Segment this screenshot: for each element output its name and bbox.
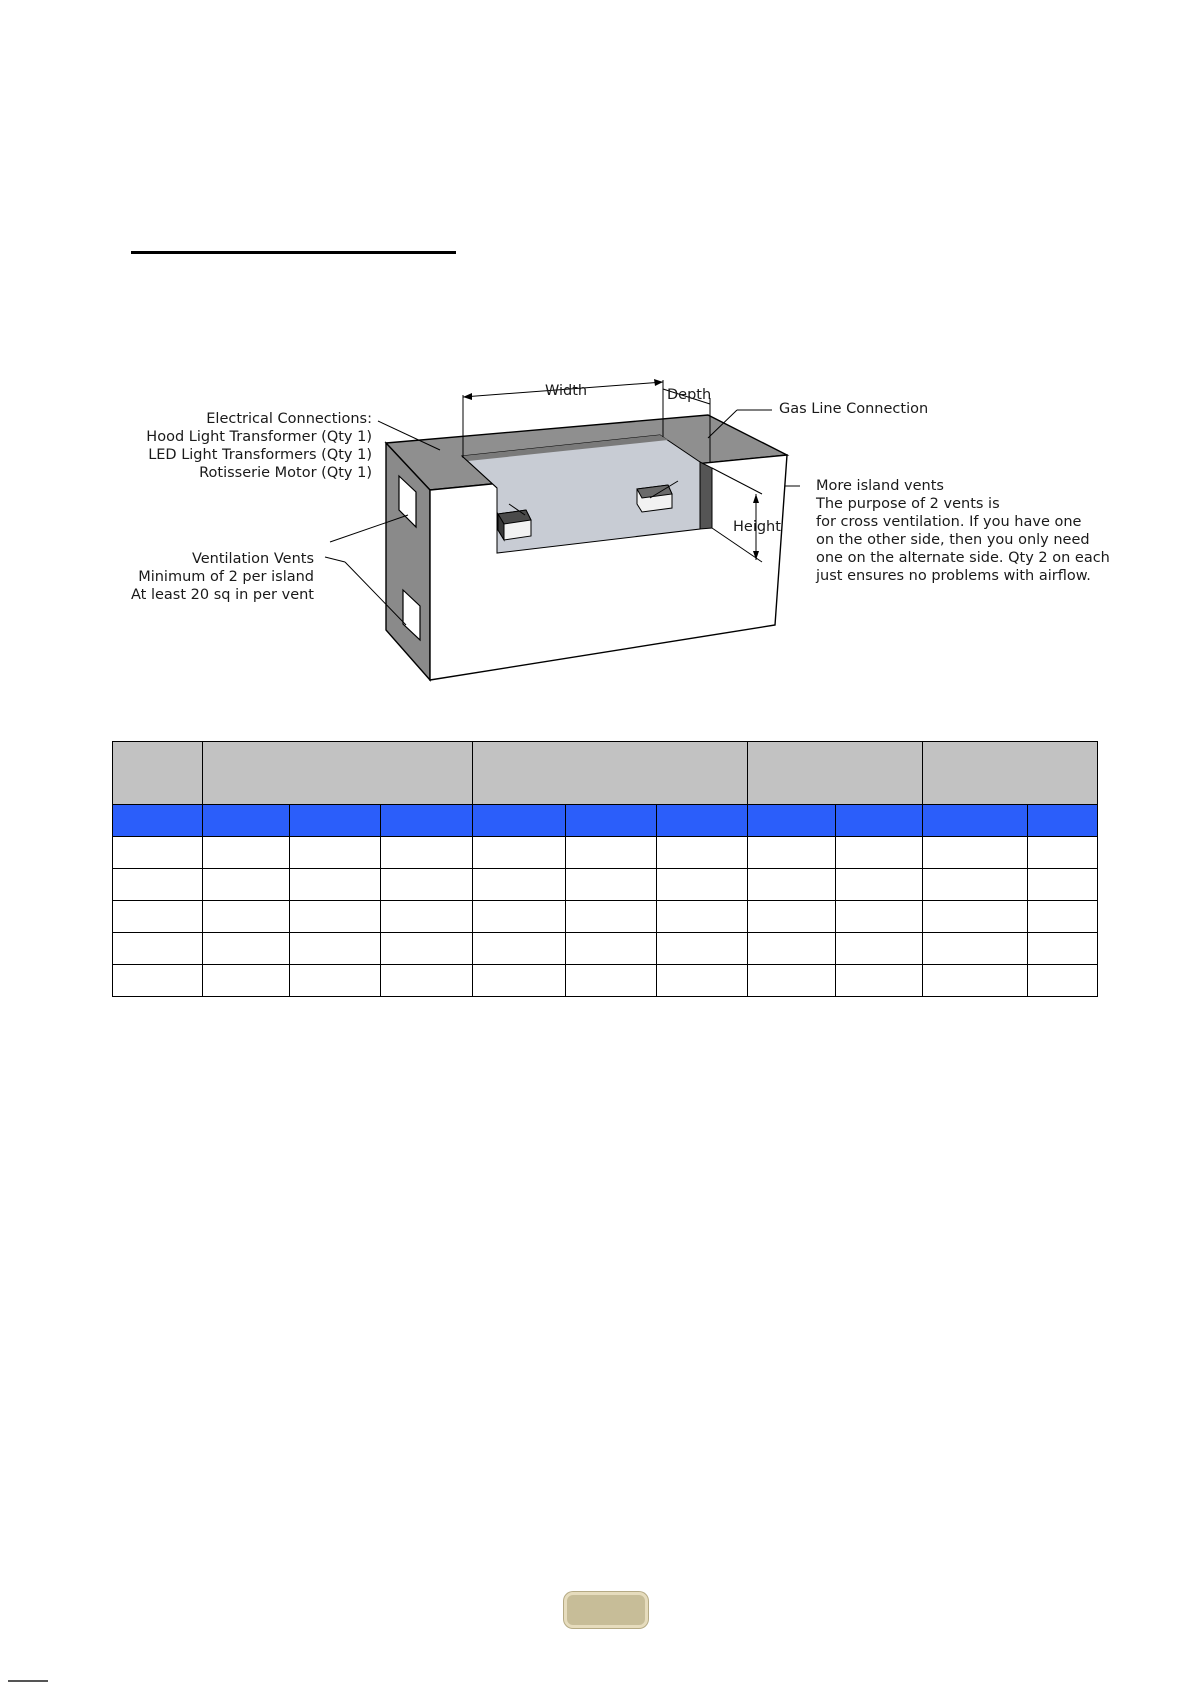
table-cell	[381, 901, 473, 933]
table-cell	[113, 837, 203, 869]
depth-label: Depth	[667, 387, 712, 403]
table-cell	[381, 965, 473, 997]
subheader-cell	[566, 805, 657, 837]
table-cell	[290, 933, 381, 965]
table-row	[113, 837, 1098, 869]
table-cell	[923, 901, 1028, 933]
table-cell	[657, 901, 748, 933]
subheader-cell	[473, 805, 566, 837]
table-cell	[657, 869, 748, 901]
table-cell	[748, 869, 836, 901]
table-cell	[748, 965, 836, 997]
table-cell	[657, 837, 748, 869]
table-cell	[836, 837, 923, 869]
table-row	[113, 869, 1098, 901]
island-vents-line-5: just ensures no problems with airflow.	[816, 568, 1091, 584]
table-cell	[923, 869, 1028, 901]
subheader-cell	[657, 805, 748, 837]
table-cell	[381, 837, 473, 869]
table-cell	[1028, 933, 1098, 965]
ventilation-size-label: At least 20 sq in per vent	[131, 587, 314, 603]
table-cell	[923, 933, 1028, 965]
subheader-cell	[203, 805, 290, 837]
table-cell	[113, 933, 203, 965]
led-light-transformers-label: LED Light Transformers (Qty 1)	[148, 447, 372, 463]
table-cell	[1028, 837, 1098, 869]
subheader-cell	[113, 805, 203, 837]
island-cutout-diagram	[0, 0, 1191, 700]
table-cell	[657, 933, 748, 965]
group-header-cell	[923, 742, 1098, 805]
hood-light-transformer-label: Hood Light Transformer (Qty 1)	[146, 429, 372, 445]
table-cell	[290, 901, 381, 933]
ventilation-min-label: Minimum of 2 per island	[138, 569, 314, 585]
table-cell	[836, 933, 923, 965]
subheader-cell	[923, 805, 1028, 837]
island-vents-line-4: one on the alternate side. Qty 2 on each	[816, 550, 1110, 566]
island-vents-title: More island vents	[816, 478, 944, 494]
table-cell	[113, 901, 203, 933]
table-cell	[113, 869, 203, 901]
table-cell	[381, 869, 473, 901]
page-number-badge	[564, 1592, 648, 1628]
table-cell	[1028, 901, 1098, 933]
table-cell	[836, 901, 923, 933]
table-cell	[290, 837, 381, 869]
subheader-cell	[748, 805, 836, 837]
table-cell	[566, 837, 657, 869]
table-cell	[1028, 869, 1098, 901]
subheader-cell	[381, 805, 473, 837]
height-label: Height	[733, 519, 781, 535]
electrical-connections-title: Electrical Connections:	[206, 411, 372, 427]
table-cell	[473, 901, 566, 933]
table-cell	[566, 869, 657, 901]
table-cell	[1028, 965, 1098, 997]
table-cell	[473, 837, 566, 869]
island-vents-line-3: on the other side, then you only need	[816, 532, 1090, 548]
spec-table	[112, 741, 1098, 997]
group-header-cell	[113, 742, 203, 805]
table-cell	[290, 965, 381, 997]
table-cell	[566, 901, 657, 933]
table-cell	[473, 933, 566, 965]
table-cell	[473, 869, 566, 901]
subheader-cell	[1028, 805, 1098, 837]
island-vents-line-2: for cross ventilation. If you have one	[816, 514, 1082, 530]
table-cell	[203, 933, 290, 965]
table-cell	[657, 965, 748, 997]
width-label: Width	[545, 383, 588, 399]
table-cell	[923, 837, 1028, 869]
table-cell	[203, 837, 290, 869]
gas-line-label: Gas Line Connection	[779, 401, 929, 417]
subheader-cell	[290, 805, 381, 837]
table-row	[113, 933, 1098, 965]
cutout-right-wall	[700, 462, 712, 529]
table-cell	[566, 965, 657, 997]
table-cell	[748, 837, 836, 869]
table-subheader-row	[113, 805, 1098, 837]
table-cell	[748, 933, 836, 965]
rotisserie-motor-label: Rotisserie Motor (Qty 1)	[199, 465, 372, 481]
table-cell	[566, 933, 657, 965]
table-cell	[473, 965, 566, 997]
table-cell	[748, 901, 836, 933]
group-header-cell	[473, 742, 748, 805]
island-vents-line-1: The purpose of 2 vents is	[816, 496, 1000, 512]
table-group-header-row	[113, 742, 1098, 805]
table-cell	[203, 901, 290, 933]
table-cell	[203, 869, 290, 901]
subheader-cell	[836, 805, 923, 837]
table-cell	[836, 965, 923, 997]
table-row	[113, 965, 1098, 997]
ventilation-vents-title: Ventilation Vents	[191, 551, 314, 567]
table-cell	[381, 933, 473, 965]
group-header-cell	[203, 742, 473, 805]
page-corner-mark	[8, 1680, 48, 1682]
table-row	[113, 901, 1098, 933]
table-cell	[203, 965, 290, 997]
island-diagram-svg	[0, 0, 1191, 700]
table-cell	[923, 965, 1028, 997]
table-cell	[113, 965, 203, 997]
group-header-cell	[748, 742, 923, 805]
table-cell	[836, 869, 923, 901]
table-cell	[290, 869, 381, 901]
